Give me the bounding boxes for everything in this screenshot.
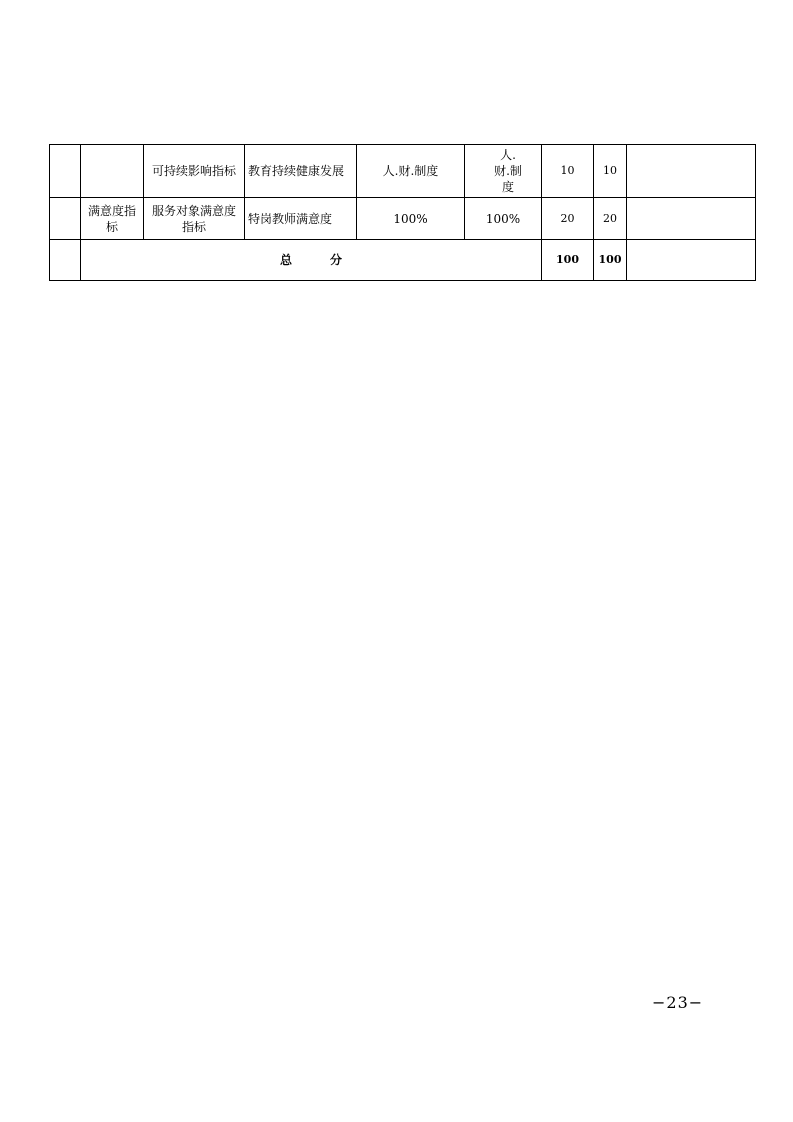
total-label-cell bbox=[81, 240, 542, 281]
indicator-name-cell: 服务对象满意度指标 bbox=[144, 198, 245, 240]
table-row bbox=[50, 145, 756, 198]
indicator-name-cell: 可持续影响指标 bbox=[144, 145, 245, 198]
score-cell: 10 bbox=[594, 145, 627, 198]
score-cell: 10 bbox=[542, 145, 594, 198]
actual-value-cell: 人.财.制度 bbox=[465, 145, 542, 198]
remark-cell bbox=[627, 198, 756, 240]
table-cell bbox=[50, 240, 81, 281]
total-row bbox=[50, 240, 756, 281]
score-cell: 20 bbox=[542, 198, 594, 240]
target-value-cell: 100% bbox=[357, 198, 465, 240]
page-number: −23− bbox=[652, 993, 704, 1012]
indicator-content-cell: 教育持续健康发展 bbox=[245, 145, 357, 198]
remark-cell bbox=[627, 145, 756, 198]
table-row bbox=[50, 198, 756, 240]
score-cell: 20 bbox=[594, 198, 627, 240]
total-score-cell: 100 bbox=[542, 240, 594, 281]
actual-value-cell: 100% bbox=[465, 198, 542, 240]
indicator-category-cell: 满意度指标 bbox=[81, 198, 144, 240]
indicator-content-cell: 特岗教师满意度 bbox=[245, 198, 357, 240]
table-cell bbox=[50, 145, 81, 198]
remark-cell bbox=[627, 240, 756, 281]
total-label-part2: 分 bbox=[330, 253, 343, 267]
table-cell bbox=[50, 198, 81, 240]
target-value-cell: 人.财.制度 bbox=[357, 145, 465, 198]
table-cell bbox=[81, 145, 144, 198]
total-label-part1: 总 bbox=[279, 253, 292, 267]
performance-indicator-table bbox=[49, 144, 756, 281]
total-score-cell: 100 bbox=[594, 240, 627, 281]
